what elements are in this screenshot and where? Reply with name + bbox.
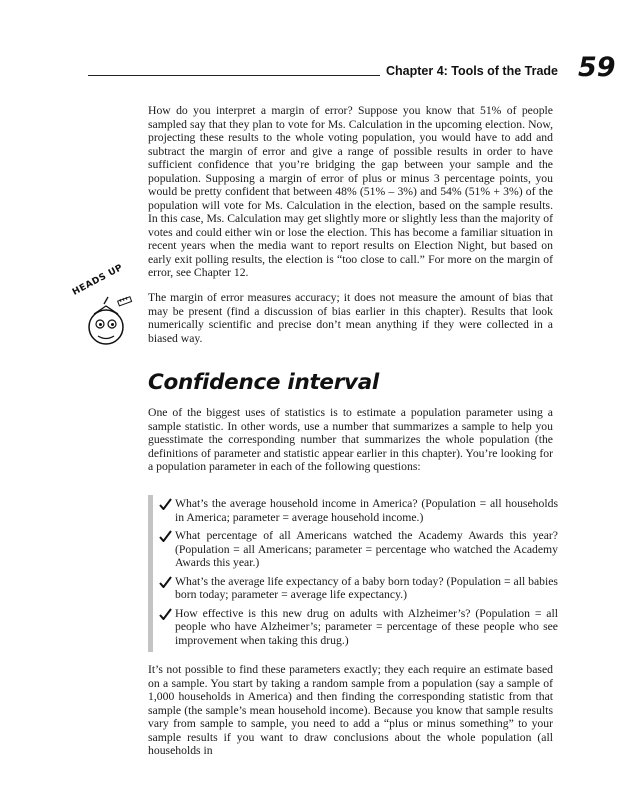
list-item (153, 529, 558, 570)
list-item-text: How effective is this new drug on adults with Alzheimer’s? (Population = all people who have Alzheimer’s; parameter = percentage of these people who see improvement when taking this drug.) (175, 606, 558, 647)
section-paragraph: One of the biggest uses of statistics is to estimate a population parameter using a sample statistic. In other words, use a number that summarizes a sample to help you guesstimate the corresponding number that summarizes the whole population (the definitions of parameter and statistic appear earlier in this chapter). You’re looking for a population parameter in each of the following questions: (148, 406, 553, 473)
question-list (148, 495, 562, 652)
list-item-text: What’s the average life expectancy of a baby born today? (Population = all babies born today; parameter = average life expectancy.) (175, 574, 558, 601)
intro-paragraph: How do you interpret a margin of error? Suppose you know that 51% of people sampled say that they plan to vote for Ms. Calculation in the upcoming election. Now, projecting these results to the whole voting population, you would have to add and subtract the margin of error and give a range of possible results in order to have sufficient confidence that you’re bridging the gap between your sample and the population. Supposing a margin of error of plus or minus 3 percentage points, you would be pretty confident that between 48% (51% – 3%) and 54% (51% + 3%) of the population will vote for Ms. Calculation in the election, based on the sample results. In this case, Ms. Calculation may get slightly more or slightly less than the majority of votes and could either win or lose the election. This has become a familiar situation in recent years when the media want to report results on Election Night, but based on early exit polling results, the election is “too close to call.” For more on the margin of error, see Chapter 12. (148, 104, 553, 279)
header-rule (88, 75, 380, 76)
running-head: Chapter 4: Tools of the Trade (386, 64, 559, 78)
list-item (153, 497, 558, 524)
list-item-text: What’s the average household income in America? (Population = all households in America; parameter = average household income.) (175, 497, 558, 524)
list-item (153, 575, 558, 602)
closing-paragraph: It’s not possible to find these parameters exactly; they each require an estimate based on a sample. You start by taking a random sample from a population (say a sample of 1,000 households in America) and then finding the corresponding statistic from that sample (the sample’s mean household income). Because you know that sample results vary from sample to sample, you need to add a “plus or minus something” to your sample results if you want to draw conclusions about the whole population (all households in (148, 663, 553, 757)
heads-up-icon-art (70, 287, 142, 359)
check-icon (159, 576, 172, 588)
list-item (153, 607, 558, 648)
warning-paragraph: The margin of error measures accuracy; it does not measure the amount of bias that may be present (find a discussion of bias earlier in this chapter). Results that look numerically scientific and precise don’t mean anything if they were collected in a biased way. (148, 291, 553, 345)
check-icon (159, 498, 172, 510)
check-icon (159, 530, 172, 542)
section-heading: Confidence interval (148, 370, 379, 395)
page-number: 59 (578, 52, 616, 83)
heads-up-label: HEADS UP (71, 262, 125, 298)
heads-up-icon (70, 262, 142, 359)
check-icon (159, 608, 172, 620)
list-item-text: What percentage of all Americans watched the Academy Awards this year? (Population = all Americans; parameter = percentage who watched the Academy Awards this year.) (175, 529, 558, 569)
